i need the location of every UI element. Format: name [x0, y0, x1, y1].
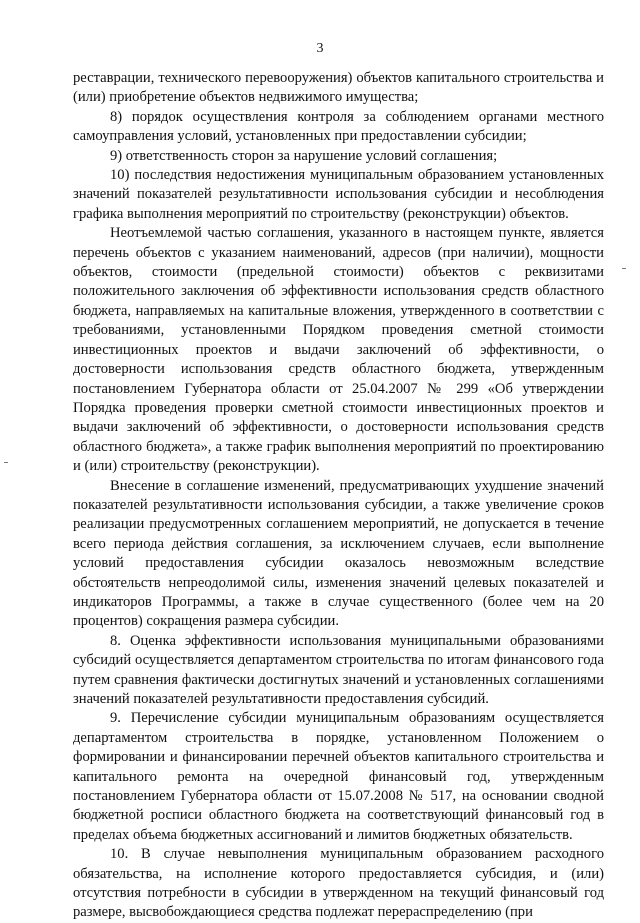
paragraph-clause-9: 9. Перечисление субсидии муниципальным образованиям осуществляется департаментом строительства в порядке, установленном Положением о формировании и финансировании перечней объектов капитального строительства и капитального ремонта на очередной финансовый год, утвержденным постановлением Губернатора области от 15.07.2008 № 517, на основании сводной бюджетной росписи областного бюджета на соответствующий финансовый год в пределах объема бюджетных ассигнований и лимитов бюджетных обязательств.: [73, 710, 604, 843]
page-number: 3: [316, 41, 324, 56]
paragraph-item-8: 8) порядок осуществления контроля за соблюдением органами местного самоуправления условий, установленных при предоставлении субсидии;: [73, 108, 604, 145]
scan-mark: [622, 268, 626, 269]
paragraph-item-10: 10) последствия недостижения муниципальным образованием установленных значений показателей результативности использования субсидии и несоблюдения графика выполнения мероприятий по строительству (реконструкции) объектов.: [73, 167, 604, 222]
scan-mark: [4, 462, 8, 463]
document-body: [73, 69, 604, 923]
paragraph-item-9: 9) ответственность сторон за нарушение условий соглашения;: [110, 147, 498, 164]
paragraph-continuation: реставрации, технического перевооружения) объектов капитального строительства и (или) приобретение объектов недвижимого имущества;: [73, 70, 604, 106]
paragraph-clause-10: 10. В случае невыполнения муниципальным образованием расходного обязательства, на исполнение которого предоставляется субсидия, и (или) отсутствия потребности в субсидии в утвержденном на текущий финансовый год размере, высвобождающиеся средства подлежат перераспределению (при: [73, 846, 604, 921]
paragraph-clause-8: 8. Оценка эффективности использования муниципальными образованиями субсидий осуществляется департаментом строительства по итогам финансового года путем сравнения фактически достигнутых значений и установленных соглашениями значений показателей результативности предоставления субсидий.: [73, 632, 604, 707]
paragraph-agreement-annex: Неотъемлемой частью соглашения, указанного в настоящем пункте, является перечень объектов с указанием наименований, адресов (при наличии), мощности объектов, стоимости (предельной стоимости) объектов с реквизитами положительного заключения об эффективности использования средств областного бюджета, направляемых на капитальные вложения, утвержденного в соответствии с требованиями, установленными Порядком проведения сметной стоимости инвестиционных проектов и выдачи заключений об эффективности, о достоверности использования средств областного бюджета, утвержденным постановлением Губернатора области от 25.04.2007 № 299 «Об утверждении Порядка проведения проверки сметной стоимости инвестиционных проектов и выдачи заключений об эффективности, о достоверности использования средств областного бюджета», а также график выполнения мероприятий по проектированию и (или) строительству (реконструкции).: [73, 225, 604, 475]
paragraph-agreement-changes: Внесение в соглашение изменений, предусматривающих ухудшение значений показателей результативности использования субсидии, а также увеличение сроков реализации предусмотренных соглашением мероприятий, не допускается в течение всего периода действия соглашения, за исключением случаев, если выполнение условий предоставления субсидии оказалось невозможным вследствие обстоятельств непреодолимой силы, изменения значений целевых показателей и индикаторов Программы, а также в случае существенного (более чем на 20 процентов) сокращения размера субсидии.: [73, 477, 604, 630]
